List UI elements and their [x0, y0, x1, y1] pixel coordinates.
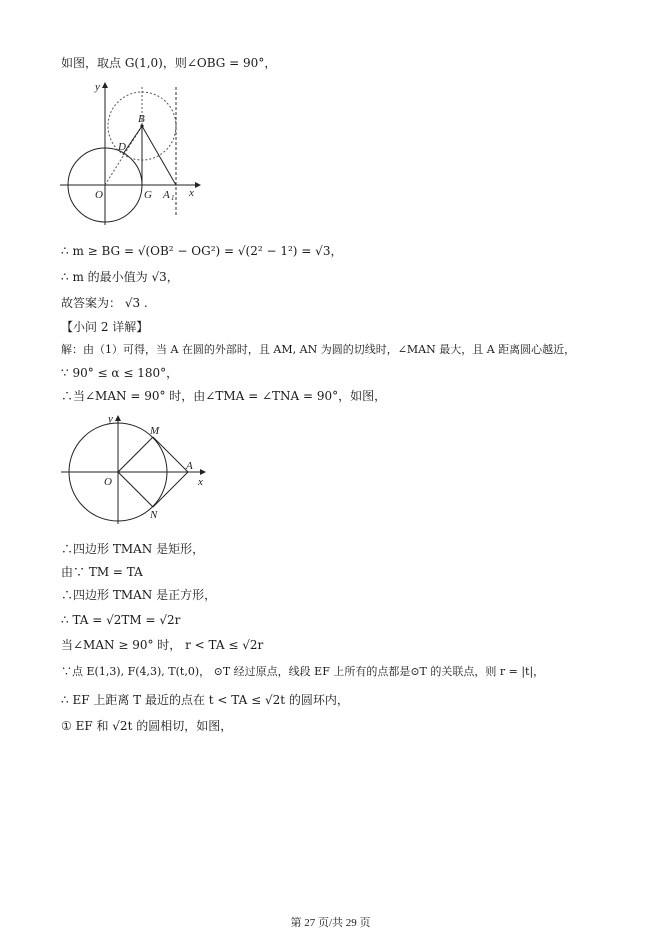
figure-1-svg [55, 78, 205, 230]
text-line-15: ∴ EF 上距离 T 最近的点在 t < TA ≤ √2t 的圆环内， [61, 693, 349, 707]
fig2-line-TN [118, 472, 153, 507]
text-line-10: 由∵ TM = TA [61, 565, 143, 579]
fig1-line-BA [142, 126, 176, 185]
section-heading: 【小问 2 详解】 [61, 320, 149, 334]
text-line-12: ∴ TA = √2TM = √2r [61, 613, 181, 627]
text-line-8: ∴当∠MAN = 90° 时，由∠TMA = ∠TNA = 90°，如图， [61, 389, 387, 403]
figure-1 [55, 78, 205, 230]
fig1-label-x: x [189, 187, 194, 199]
fig2-label-M: M [150, 425, 160, 437]
fig1-label-B: B [138, 113, 145, 125]
text-line-14: ∵点 E(1,3), F(4,3), T(t,0)， ⊙T 经过原点，线段 EF 上所有的点都是⊙T 的关联点，则 r = |t|， [61, 665, 545, 678]
text-line-3: ∴ m 的最小值为 √3， [61, 270, 179, 284]
fig1-label-D: D [118, 141, 126, 153]
text-line-16: ① EF 和 √2t 的圆相切，如图， [61, 719, 233, 733]
text-line-6: 解：由（1）可得，当 A 在圆的外部时，且 AM, AN 为圆的切线时，∠MAN 最大，且 A 距离圆心越近， [61, 343, 576, 356]
fig2-label-N: N [150, 509, 158, 521]
fig2-line-TM [118, 437, 153, 472]
fig2-x-arrow [200, 469, 206, 475]
figure-2 [58, 410, 218, 528]
fig1-label-y: y [95, 81, 100, 93]
text-line-13: 当∠MAN ≥ 90° 时， r < TA ≤ √2r [61, 638, 264, 652]
fig1-label-G: G [144, 189, 152, 201]
text-line-11: ∴四边形 TMAN 是正方形， [61, 588, 217, 602]
fig2-line-NA [153, 472, 188, 507]
figure-2-svg [58, 410, 218, 528]
fig2-label-y: y [108, 413, 113, 425]
fig1-y-arrow [102, 82, 108, 88]
fig1-x-arrow [195, 182, 201, 188]
fig2-y-arrow [115, 415, 121, 421]
fig1-label-O: O [95, 189, 103, 201]
text-line-9: ∴四边形 TMAN 是矩形， [61, 542, 205, 556]
fig1-label-A-sub: 1 [171, 194, 175, 202]
fig2-line-MA [153, 437, 188, 472]
fig2-label-A: A [186, 460, 193, 472]
fig2-label-x: x [198, 476, 203, 488]
fig1-label-A: A [163, 189, 170, 201]
text-line-4: 故答案为： √3 . [61, 296, 148, 310]
text-line-2: ∴ m ≥ BG = √(OB² − OG²) = √(2² − 1²) = √3， [61, 244, 343, 258]
text-line-1: 如图，取点 G(1,0)，则∠OBG = 90°， [61, 56, 277, 70]
page-footer: 第 27 页/共 29 页 [290, 917, 371, 929]
fig2-label-O: O [104, 476, 112, 488]
text-line-7: ∵ 90° ≤ α ≤ 180°， [61, 366, 179, 380]
